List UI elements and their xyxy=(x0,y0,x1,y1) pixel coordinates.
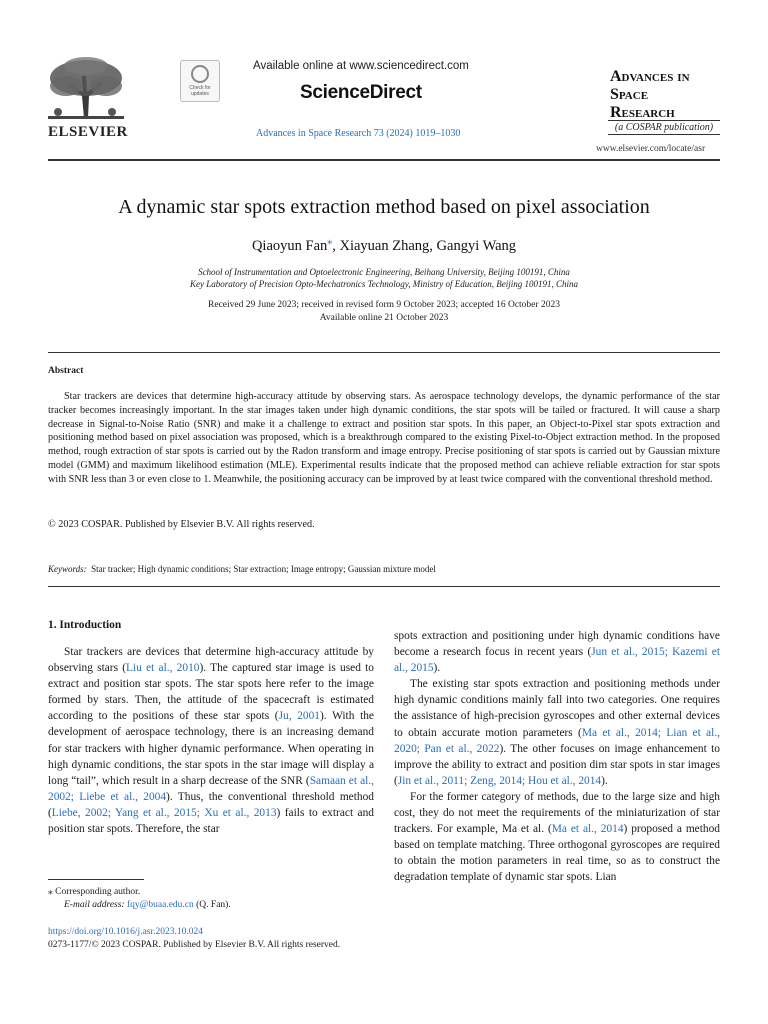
citation-link[interactable]: Liu et al., 2010 xyxy=(126,662,200,675)
abstract-bottom-divider xyxy=(48,586,720,587)
author-first[interactable]: Qiaoyun Fan xyxy=(251,237,328,254)
email-note xyxy=(64,900,231,910)
citation-link[interactable]: Ju, 2001 xyxy=(278,710,321,723)
affiliation-2: Key Laboratory of Precision Opto-Mechatronics Technology, Ministry of Education, Beijing 100191, China xyxy=(190,279,578,289)
journal-name-line-2: Space xyxy=(610,86,649,103)
journal-name-line-3: Research xyxy=(610,104,675,121)
abstract-body: Star trackers are devices that determine high-accuracy attitude by observing stars. As aerospace technology develops, the dynamic performance of the star tracker becomes increasingly important. In the star images taken under high dynamic conditions, the star spots will be tailed or fractured. It will cause a sharp decrease in Signal-to-Noise Ratio (SNR) and make it a challenge to extract and position star spots. In this paper, an Object-to-Pixel star spots extraction and positioning method based on pixel association was proposed, which is a breakthrough compared to the existing Pixel-to-Object extraction method. In the proposed method, rough extraction of star spots is carried out by the Radon transform and image entropy. Precise positioning of star spots is carried out by Gaussian mixture model (GMM) and maximum likelihood estimation (MLE). Experimental results indicate that the proposed method can achieve reliable extraction for star spots with SNR less than 3 or even close to 1. Meanwhile, the positioning accuracy can be improved by at least twice compared with the conventional threshold method. xyxy=(48,391,720,485)
left-column xyxy=(48,644,374,837)
check-updates-label: Check for updates xyxy=(189,85,211,97)
citation-link[interactable]: Samaan et al., 2002; Liebe et al., 2004 xyxy=(48,774,374,803)
journal-url[interactable]: www.elsevier.com/locate/asr xyxy=(596,144,706,154)
issn-copyright: 0273-1177/© 2023 COSPAR. Published by Elsevier B.V. All rights reserved. xyxy=(48,940,341,950)
available-online-text: Available online at www.sciencedirect.com xyxy=(253,60,469,72)
text-run: For the former category of methods, due to the large size and high cost, they do not meet the requirements of the miniaturization of star trackers. For example, Ma et al. ( xyxy=(394,790,720,836)
citation-link[interactable]: Ma et al., 2014; Lian et al., 2020; Pan et al., 2022 xyxy=(394,726,720,755)
article-title: A dynamic star spots extraction method based on pixel association xyxy=(118,196,650,218)
citation-link[interactable]: Jun et al., 2015; Kazemi et al., 2015 xyxy=(394,646,720,675)
text-run: ) fails to extract and position star spots. Therefore, the star xyxy=(48,806,374,836)
citation-link[interactable]: Ma et al., 2014 xyxy=(551,823,624,836)
publisher-logo-text: ELSEVIER xyxy=(48,124,128,140)
check-updates-icon xyxy=(191,65,209,83)
intro-paragraph-1 xyxy=(48,644,374,837)
citation-link[interactable]: Jin et al., 2011; Zeng, 2014; Hou et al., 2014 xyxy=(397,774,602,787)
text-run: spots extraction and positioning under high dynamic conditions have become a research focus in recent years ( xyxy=(394,630,720,659)
intro-paragraph-2 xyxy=(394,676,720,789)
text-run: ). The other focuses on image enhancement to improve the ability to extract and position dim star spots in star images ( xyxy=(394,742,720,787)
keywords xyxy=(48,564,436,574)
journal-name-line-1: Advances in xyxy=(610,68,690,85)
text-run: ). xyxy=(433,662,441,675)
doi-link[interactable]: https://doi.org/10.1016/j.asr.2023.10.024 xyxy=(48,927,203,937)
check-for-updates-badge[interactable] xyxy=(180,60,220,102)
email-link[interactable]: fqy@buaa.edu.cn xyxy=(126,900,194,910)
journal-reference-link[interactable]: Advances in Space Research 73 (2024) 1019–1030 xyxy=(256,128,461,139)
text-run: Star trackers are devices that determine high-accuracy attitude by observing stars ( xyxy=(48,646,374,675)
email-suffix: (Q. Fan). xyxy=(193,900,231,910)
cospar-label: (a COSPAR publication) xyxy=(608,120,720,135)
footnote-divider xyxy=(48,879,144,880)
author-list xyxy=(0,236,768,255)
corresponding-author-note: ⁎ Corresponding author. xyxy=(48,887,141,897)
text-run: ) proposed a method based on template matching. Three orthogonal gyroscopes are required to obtain the motion parameters in real time, so as to construct the degradation template of dynamic star spots. Lian xyxy=(394,823,720,884)
text-run: ). With the development of aerospace technology, there is an increasing demand for star trackers with higher dynamic performance. When operating in high dynamic conditions, the star spots in the star image will display a long “tail”, which result in a sharp decrease of the SNR ( xyxy=(48,710,374,787)
abstract-heading: Abstract xyxy=(48,366,84,376)
text-run: ). The captured star image is used to extract and position star spots. The star spots here refer to the image formed by stars. Then, the attitude of the spacecraft is estimated according to the positions of these star spots ( xyxy=(48,662,375,723)
citation-link[interactable]: Liebe, 2002; Yang et al., 2015; Xu et al., 2013 xyxy=(51,806,277,819)
text-run: ). xyxy=(601,774,608,787)
abstract-top-divider xyxy=(48,352,720,353)
intro-paragraph-3 xyxy=(394,789,720,886)
available-online-date: Available online 21 October 2023 xyxy=(319,313,449,323)
intro-paragraph-1-continued xyxy=(394,628,720,676)
text-run: ). Thus, the conventional threshold method ( xyxy=(48,790,374,819)
sciencedirect-logo[interactable]: ScienceDirect xyxy=(300,82,422,103)
abstract-copyright: © 2023 COSPAR. Published by Elsevier B.V. All rights reserved. xyxy=(48,519,315,530)
keywords-list: Star tracker; High dynamic conditions; Star extraction; Image entropy; Gaussian mixture model xyxy=(91,564,436,574)
affiliation-1: School of Instrumentation and Optoelectronic Engineering, Beihang University, Beijing 100191, China xyxy=(198,267,570,277)
received-dates: Received 29 June 2023; received in revised form 9 October 2023; accepted 16 October 2023 xyxy=(208,300,560,310)
journal-name xyxy=(610,68,740,122)
author-rest[interactable]: , Xiayuan Zhang, Gangyi Wang xyxy=(332,237,517,254)
right-column xyxy=(394,628,720,886)
corresponding-author-mark[interactable]: ⁎ xyxy=(327,236,333,247)
keywords-label: Keywords: xyxy=(48,564,87,574)
email-label: E-mail address: xyxy=(64,900,125,910)
section-heading-introduction: 1. Introduction xyxy=(48,619,122,631)
text-run: The existing star spots extraction and positioning methods under high dynamic conditions mainly fall into two categories. One requires the assistance of high-precision gyroscopes and other external devices to obtain accurate motion parameters ( xyxy=(394,678,720,739)
header-divider xyxy=(48,159,720,161)
